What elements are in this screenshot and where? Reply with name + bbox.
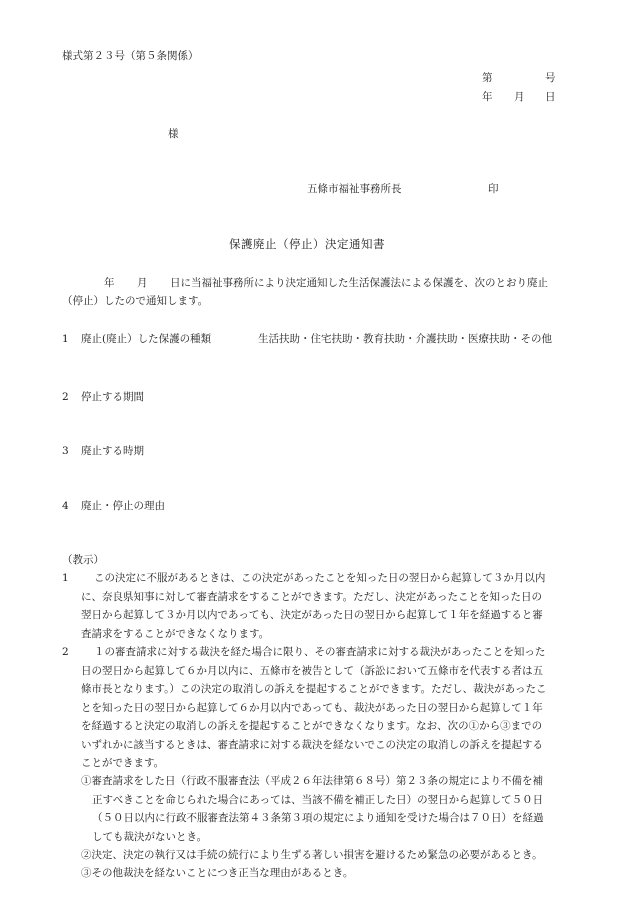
notice-line: 條市長となります。）この決定の取消しの訴えを提起することができます。ただし、裁決があったこ (81, 683, 547, 695)
item-label-abolition-timing: 廃止する時期 (81, 445, 144, 457)
notice-heading: （教示） (62, 554, 104, 566)
notice-line: を経過すると決定の取消しの訴えを提起することができなくなります。なお、次の①から③までの (81, 720, 543, 732)
notice-paragraph-2 (81, 646, 561, 776)
intro-month: 月 (137, 277, 148, 289)
document-title: 保護廃止（停止）決定通知書 (229, 237, 385, 251)
item-number: 1 (62, 333, 69, 345)
notice-subitem-1 (81, 775, 561, 849)
notice-subitem-3: ③その他裁決を経ないことにつき正当な理由があるとき。 (81, 867, 354, 879)
addressee-suffix: 様 (168, 128, 179, 140)
number-prefix: 第 (482, 72, 493, 84)
item-number: 3 (62, 445, 69, 457)
issuer-name: 五條市福祉事務所長 (307, 183, 402, 195)
notice-line: しても裁決がないとき。 (92, 830, 208, 843)
number-suffix: 号 (545, 72, 556, 84)
notice-subitem-2: ②決定、決定の執行又は手続の続行により生ずる著しい損害を避けるため緊急の必要があるとき。 (81, 849, 543, 861)
item-number: 2 (62, 391, 69, 403)
notice-line: 査請求をすることができなくなります。 (81, 627, 270, 640)
notice-line: 正すべきことを命じられた場合にあっては、当該不備を補正した日）の翌日から起算して５０日 (92, 793, 544, 806)
notice-line: 翌日から起算して３か月以内であっても、決定があった日の翌日から起算して１年を経過すると審 (81, 609, 543, 621)
form-label: 様式第２３号（第５条関係） (62, 50, 199, 62)
notice-line: いずれかに該当するときは、審査請求に対する裁決を経ないでこの決定の取消しの訴えを提起する (81, 738, 543, 751)
notice-item-number: 1 (62, 572, 69, 584)
notice-line: １の審査請求に対する裁決を経た場合に限り、その審査請求に対する裁決があったことを知った (94, 646, 546, 658)
item-label-suspension-period: 停止する期間 (81, 391, 144, 403)
notice-line: この決定に不服があるときは、この決定があったことを知った日の翌日から起算して３か月以内 (94, 572, 546, 584)
intro-text: 日に当福祉事務所により決定通知した生活保護法による保護を、次のとおり廃止 (170, 277, 548, 289)
notice-line: （５０日以内に行政不服審査法第４３条第３項の規定により通知を受けた場合は７０日）を経過 (92, 812, 544, 824)
item-value-assistance-type: 生活扶助・住宅扶助・教育扶助・介護扶助・医療扶助・その他 (258, 333, 552, 345)
item-label-assistance-type: 廃止(廃止）した保護の種類 (81, 333, 212, 345)
notice-item-number: 2 (62, 646, 69, 658)
seal-mark: 印 (488, 183, 499, 195)
notice-line: 日の翌日から起算して６か月以内に、五條市を被告として（訴訟において五條市を代表する者は五 (81, 664, 543, 677)
item-number: 4 (62, 500, 69, 512)
date-year: 年 (482, 91, 493, 103)
notice-line: ①審査請求をした日（行政不服審査法（平成２６年法律第６８号）第２３条の規定により不備を補 (81, 775, 543, 787)
intro-year: 年 (104, 277, 115, 289)
notice-line: ことができます。 (81, 757, 165, 769)
notice-line: とを知った日の翌日から起算して６か月以内であっても、裁決があった日の翌日から起算して１年 (81, 701, 543, 714)
notice-paragraph-1 (81, 572, 561, 646)
date-day: 日 (545, 91, 556, 103)
intro-text-continued: （停止）したので通知します。 (62, 295, 209, 307)
date-month: 月 (514, 91, 525, 103)
item-label-reason: 廃止・停止の理由 (81, 500, 165, 512)
notice-line: に、奈良県知事に対して審査請求をすることができます。ただし、決定があったことを知った日の (81, 590, 543, 603)
